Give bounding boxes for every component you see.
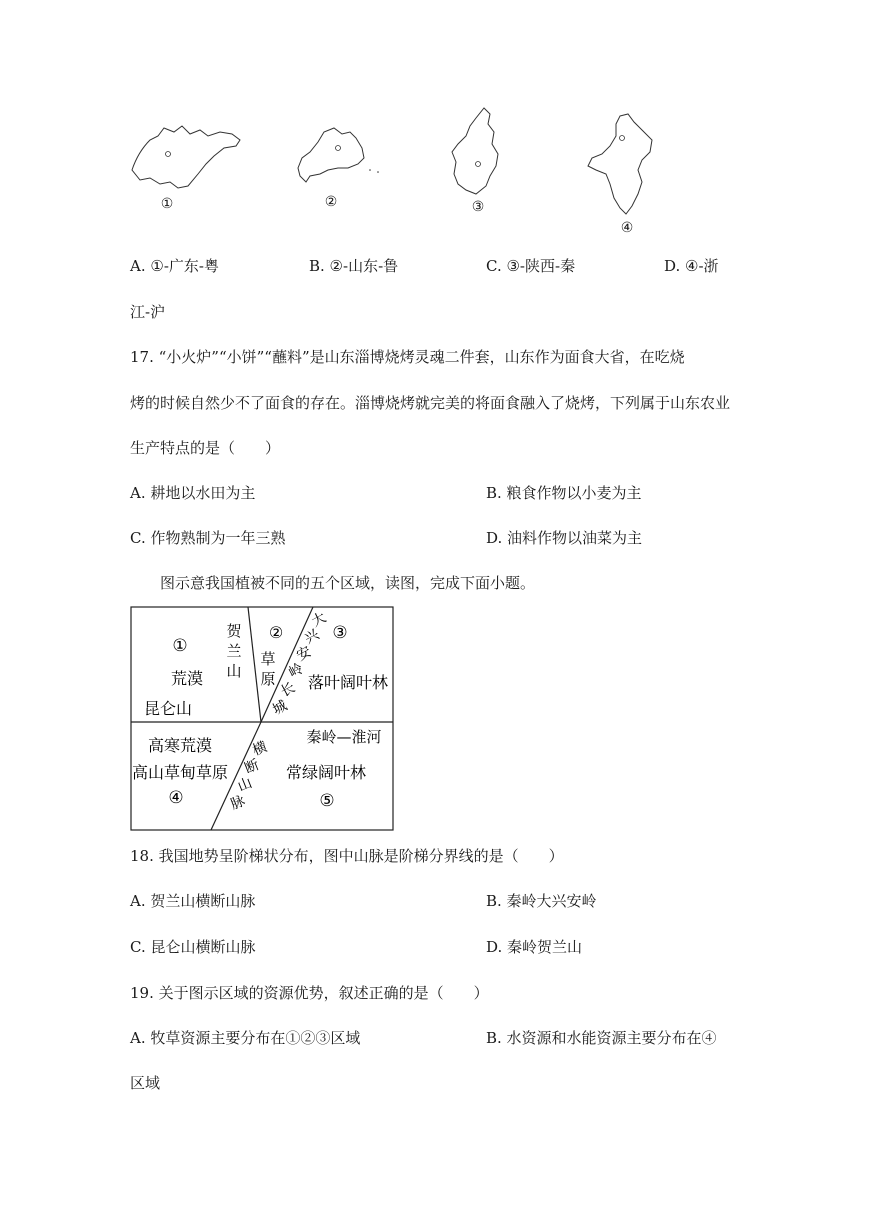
q16-option-d-continued: 江-沪 — [130, 303, 166, 321]
helan-char-3: 山 — [226, 662, 242, 680]
q16-option-b: B. ②-山东-鲁 — [309, 257, 399, 275]
q17-option-d: D. 油料作物以油菜为主 — [486, 529, 643, 547]
province-label-4: ④ — [620, 220, 634, 236]
region-4-line1: 高寒荒漠 — [147, 736, 213, 755]
q17-stem-line2: 烤的时候自然少不了面食的存在。淄博烧烤就完美的将面食融入了烧烤，下列属于山东农业 — [130, 394, 731, 412]
qinling-huaihe-label: 秦岭—淮河 — [306, 728, 382, 746]
daxingan-char-4: 岭 — [286, 660, 306, 682]
q19-option-a: A. 牧草资源主要分布在①②③区域 — [130, 1029, 361, 1047]
changcheng-char-2: 城 — [270, 697, 290, 719]
daxingan-char-3: 安 — [294, 643, 314, 665]
hengduan-char-4: 脉 — [228, 792, 248, 814]
region-5-name: 常绿阔叶林 — [285, 763, 367, 782]
q18-stem: 18. 我国地势呈阶梯状分布，图中山脉是阶梯分界线的是（ ） — [130, 847, 564, 865]
region-1-name: 荒漠 — [170, 669, 204, 688]
q17-stem-line1: 17. “小火炉”“小饼”“蘸料”是山东淄博烧烤灵魂二件套，山东作为面食大省，在吃烧 — [130, 348, 685, 366]
q18-option-d: D. 秦岭贺兰山 — [486, 938, 583, 956]
caoyuan-char-1: 草 — [260, 650, 276, 668]
diagram-intro: 图示意我国植被不同的五个区域，读图，完成下面小题。 — [160, 574, 536, 592]
q19-option-b: B. 水资源和水能资源主要分布在④ — [486, 1029, 717, 1047]
vegetation-regions-diagram — [130, 606, 395, 832]
q17-option-c: C. 作物熟制为一年三熟 — [130, 529, 286, 547]
q16-option-c: C. ③-陕西-秦 — [486, 257, 576, 275]
q18-option-b: B. 秦岭大兴安岭 — [486, 892, 597, 910]
caoyuan-char-2: 原 — [260, 670, 276, 688]
province-label-3: ③ — [471, 199, 485, 215]
province-label-1: ① — [160, 196, 174, 212]
helan-char-1: 贺 — [226, 622, 242, 640]
province-map-shaanxi — [446, 104, 506, 200]
region-4-line2: 高山草甸草原 — [131, 763, 229, 782]
region-3-number: ③ — [332, 623, 348, 643]
q18-option-c: C. 昆仑山横断山脉 — [130, 938, 256, 956]
province-label-2: ② — [324, 194, 338, 210]
province-map-ningxia — [582, 110, 658, 222]
daxingan-char-2: 兴 — [302, 626, 322, 648]
region-4-number: ④ — [168, 788, 184, 808]
q19-option-b-continued: 区域 — [130, 1074, 161, 1092]
daxingan-char-1: 大 — [309, 609, 329, 631]
q17-stem-line3: 生产特点的是（ ） — [130, 439, 281, 457]
hengduan-char-2: 断 — [242, 756, 262, 778]
province-map-guangdong — [292, 124, 382, 186]
region-5-number: ⑤ — [319, 791, 335, 811]
kunlun-mountain-label: 昆仑山 — [143, 699, 193, 718]
q16-option-d: D. ④-浙 — [664, 257, 719, 275]
region-2-number: ② — [268, 623, 284, 642]
region-3-name: 落叶阔叶林 — [307, 673, 389, 692]
changcheng-char-1: 长 — [278, 679, 298, 701]
hengduan-char-3: 山 — [235, 774, 255, 796]
region-1-number: ① — [172, 636, 188, 656]
q16-option-a: A. ①-广东-粤 — [130, 257, 219, 275]
q19-stem: 19. 关于图示区域的资源优势，叙述正确的是（ ） — [130, 984, 489, 1002]
province-map-shandong — [128, 122, 248, 194]
hengduan-char-1: 横 — [250, 738, 270, 760]
helan-char-2: 兰 — [226, 642, 242, 660]
q18-option-a: A. 贺兰山横断山脉 — [130, 892, 256, 910]
q17-option-b: B. 粮食作物以小麦为主 — [486, 484, 642, 502]
q17-option-a: A. 耕地以水田为主 — [130, 484, 256, 502]
